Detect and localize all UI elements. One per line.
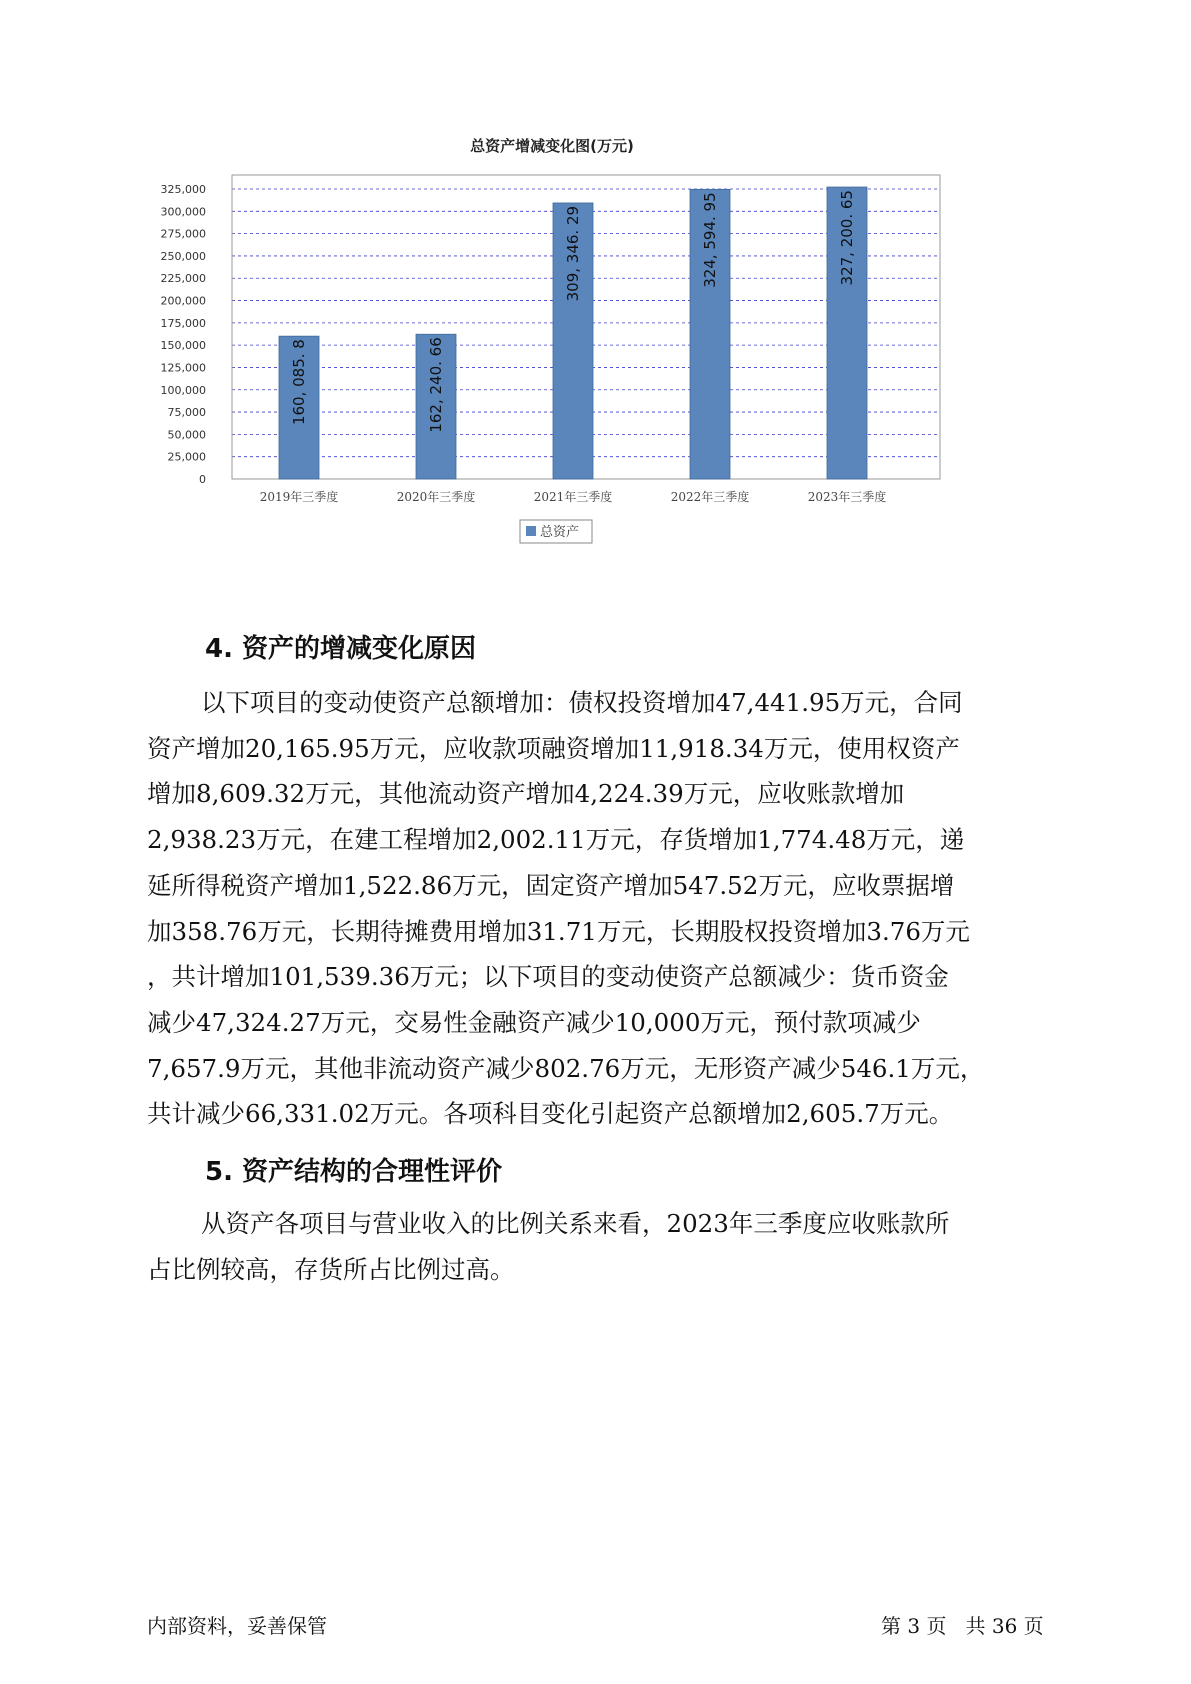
paragraph-line: 占比例较高，存货所占比例过高。 [147, 1254, 515, 1284]
x-tick-label: 2021年三季度 [533, 490, 613, 504]
y-tick-label: 100,000 [160, 383, 206, 397]
paragraph-line: 加358.76万元，长期待摊费用增加31.71万元，长期股权投资增加3.76万元 [147, 916, 970, 946]
x-tick-label: 2020年三季度 [396, 490, 476, 504]
y-tick-label: 200,000 [160, 294, 206, 308]
chart-legend [520, 520, 592, 543]
x-tick-label: 2022年三季度 [670, 490, 750, 504]
y-tick-label: 50,000 [167, 428, 206, 442]
y-tick-label: 25,000 [167, 450, 206, 464]
paragraph-line: 以下项目的变动使资产总额增加：债权投资增加47,441.95万元，合同 [201, 688, 963, 717]
section-5-heading: 5. 资产结构的合理性评价 [205, 1157, 503, 1187]
y-tick-label: 275,000 [160, 227, 206, 241]
paragraph-line: 从资产各项目与营业收入的比例关系来看，2023年三季度应收账款所 [201, 1209, 950, 1238]
bar-data-label: 327, 200. 65 [838, 190, 856, 286]
chart-title: 总资产增减变化图(万元) [470, 137, 634, 155]
chart-svg [150, 130, 1030, 590]
y-tick-label: 150,000 [160, 339, 206, 353]
y-tick-label: 0 [199, 473, 206, 486]
bar-data-label: 309, 346. 29 [564, 205, 582, 302]
y-tick-label: 125,000 [160, 361, 206, 375]
section-4-paragraph [147, 680, 1047, 1137]
section-4-heading: 4. 资产的增减变化原因 [205, 634, 477, 664]
total-assets-chart [150, 130, 1030, 590]
legend-swatch [526, 526, 536, 536]
section-5-paragraph [147, 1201, 1047, 1292]
y-tick-label: 325,000 [160, 183, 206, 196]
paragraph-line: 减少47,324.27万元，交易性金融资产减少10,000万元，预付款项减少 [147, 1007, 921, 1037]
x-tick-label: 2019年三季度 [259, 490, 339, 504]
y-tick-label: 75,000 [167, 406, 206, 420]
paragraph-line: 2,938.23万元，在建工程增加2,002.11万元，存货增加1,774.48万元，递 [147, 825, 965, 855]
paragraph-line: 共计减少66,331.02万元。各项科目变化引起资产总额增加2,605.7万元。 [147, 1099, 954, 1129]
paragraph-line: 增加8,609.32万元，其他流动资产增加4,224.39万元，应收账款增加 [147, 779, 905, 809]
bar-data-label: 160, 085. 8 [290, 339, 308, 426]
footer-page-number: 第 3 页 共 36 页 [881, 1614, 1044, 1638]
footer-confidential-note: 内部资料，妥善保管 [147, 1614, 327, 1638]
paragraph-line: 资产增加20,165.95万元，应收款项融资增加11,918.34万元，使用权资产 [147, 733, 960, 763]
x-tick-label: 2023年三季度 [807, 490, 887, 504]
paragraph-line: ，共计增加101,539.36万元；以下项目的变动使资产总额减少：货币资金 [147, 962, 949, 992]
paragraph-line: 延所得税资产增加1,522.86万元，固定资产增加547.52万元，应收票据增 [147, 870, 955, 900]
bar-data-label: 324, 594. 95 [701, 192, 719, 288]
y-tick-label: 175,000 [160, 316, 206, 330]
paragraph-line: 7,657.9万元，其他非流动资产减少802.76万元，无形资产减少546.1万元， [147, 1053, 985, 1083]
y-tick-label: 225,000 [160, 272, 206, 286]
y-tick-label: 250,000 [160, 249, 206, 263]
bar-data-label: 162, 240. 66 [427, 337, 445, 433]
y-tick-label: 300,000 [160, 205, 206, 219]
legend-label: 总资产 [540, 525, 580, 540]
